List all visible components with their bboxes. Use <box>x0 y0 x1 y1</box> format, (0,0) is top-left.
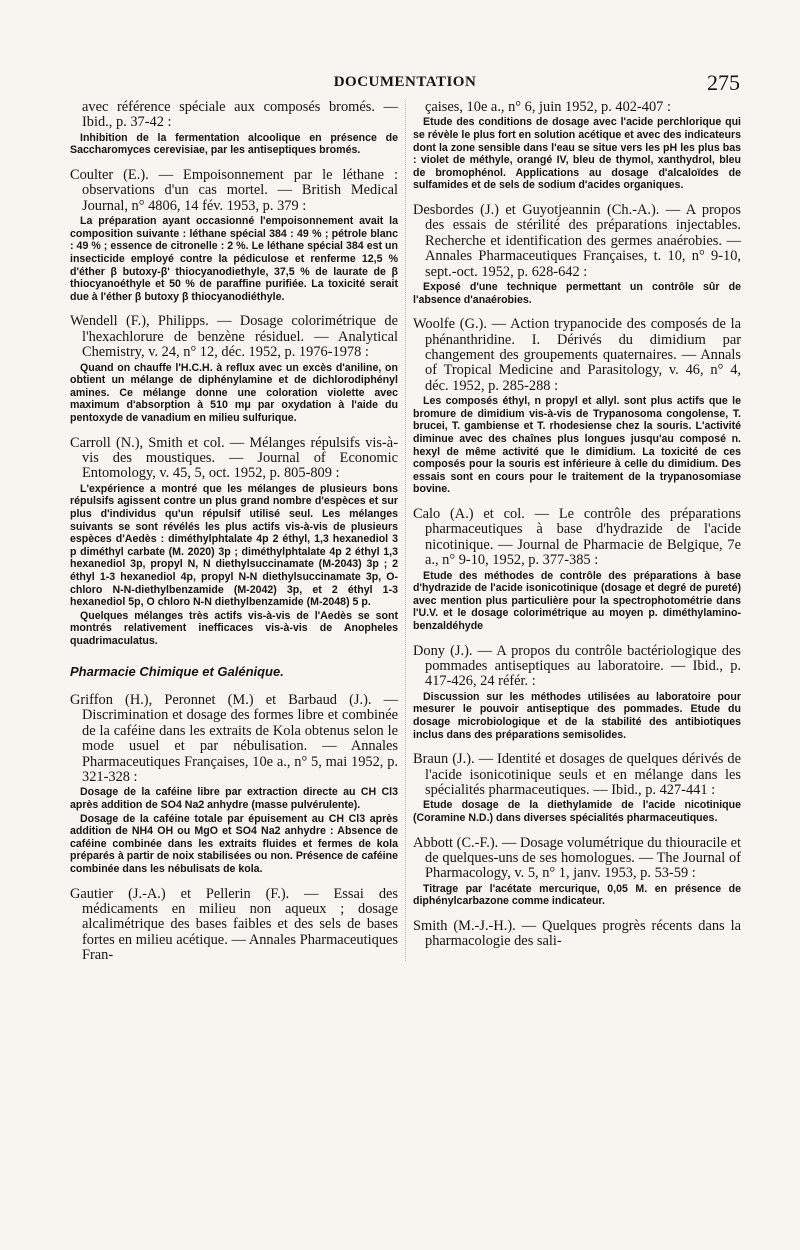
bibliography-entry <box>70 314 398 424</box>
citation: Braun (J.). — Identité et dosages de quelques dérivés de l'acide isonicotinique seuls et en mélange dans les spécialités pharmaceutiques. — Ibid., p. 427-441 : <box>413 751 741 798</box>
citation: Desbordes (J.) et Guyotjeannin (Ch.-A.). — A propos des essais de stérilité des préparations injectables. Recherche et identification des germes anaérobies. — Annales Pharmaceutiques Françaises, t. 10, n° 9-10, sept.-oct. 1952, p. 628-642 : <box>413 201 741 280</box>
abstract: Exposé d'une technique permettant un contrôle sûr de l'absence d'anaérobies. <box>413 281 741 306</box>
citation: Griffon (H.), Peronnet (M.) et Barbaud (J.). — Discrimination et dosage des formes libre et combinée de la caféine dans les extraits de Kola obtenus selon le mode usuel et par nébulisation. — Annales Pharmaceutiques Françaises, 10e a., n° 5, mai 1952, p. 321-328 : <box>70 691 398 785</box>
citation: Carroll (N.), Smith et col. — Mélanges répulsifs vis-à-vis des moustiques. — Journal of Economic Entomology, v. 45, 5, oct. 1952, p. 805-809 : <box>70 434 398 482</box>
citation: Smith (M.-J.-H.). — Quelques progrès récents dans la pharmacologie des sali- <box>413 917 741 950</box>
bibliography-entry <box>413 836 741 908</box>
abstract: Titrage par l'acétate mercurique, 0,05 M. en présence de diphénylcarbazone comme indicateur. <box>413 882 741 908</box>
section-heading: Pharmacie Chimique et Galénique. <box>70 663 284 679</box>
bibliography-entry <box>413 317 741 496</box>
bibliography-entry <box>413 752 741 824</box>
abstract: Etude des conditions de dosage avec l'acide perchlorique qui se révèle le plus fort en solution acétique et avec des indicateurs dont la zone sensible dans l'eau se situe vers les pH les plus bas : violet de méthyle, orangé IV, bleu de thymol, xanthydrol, bleu de bromophénol. Applications au dosage d'alcaloïdes de sulfamides et de sels de sodium d'acides organiques. <box>413 116 741 192</box>
citation-continuation: çaises, 10e a., n° 6, juin 1952, p. 402-407 : <box>425 99 671 115</box>
abstract: Quelques mélanges très actifs vis-à-vis de l'Aedès se sont montrés relativement inefficaces vis-à-vis de Anopheles quadrimaculatus. <box>70 609 398 647</box>
abstract: Etude dosage de la diethylamide de l'acide nicotinique (Coramine N.D.) dans diverses spécialités pharmaceutiques. <box>413 799 741 824</box>
continued-entry <box>70 100 398 157</box>
citation: Woolfe (G.). — Action trypanocide des composés de la phénanthridine. I. Dérivés du dimidium par changement des groupements quaternaires. — Annals of Tropical Medicine and Parasitology, v. 46, n° 4, déc. 1952, p. 285-288 : <box>413 316 741 394</box>
citation: Coulter (E.). — Empoisonnement par le léthane : observations d'un cas mortel. — British Medical Journal, n° 4806, 14 fév. 1953, p. 379 : <box>70 167 398 214</box>
citation: Dony (J.). — A propos du contrôle bactériologique des pommades antiseptiques au laboratoire. — Ibid., p. 417-426, 24 référ. : <box>413 642 741 690</box>
bibliography-entry <box>413 919 741 950</box>
abstract: La préparation ayant occasionné l'empoisonnement avait la composition suivante : léthane spécial 384 : 49 % ; pétrole blanc : 49 % ; essence de citronelle : 2 %. Le léthane spécial 384 est un insecticide employé contre la pédiculose et renferme 12,5 % d'éther β butoxy-β' thiocyanodiethyle, 37,5 % de laurate de β thiocyanoéthyle et 50 % de paraffine purifiée. La toxicité serait due à l'éther β butoxy β thiocyanodiéthyle. <box>70 215 398 303</box>
citation: Wendell (F.), Philipps. — Dosage colorimétrique de l'hexachlorure de benzène résiduel. — Analytical Chemistry, v. 24, n° 12, déc. 1952, p. 1976-1978 : <box>70 313 398 361</box>
citation: Abbott (C.-F.). — Dosage volumétrique du thiouracile et de quelques-uns de ses homologues. — The Journal of Pharmacology, v. 5, n° 1, janv. 1953, p. 53-59 : <box>413 834 741 882</box>
abstract: L'expérience a montré que les mélanges de plusieurs bons répulsifs agissent contre un plus grand nombre d'espèces et sur plus d'individus qu'un répulsif utilisé seul. Les mélanges suivants se sont révélés les plus actifs vis-à-vis de plusieurs espèces d'Aedès : diméthylphtalate 4p 2 éthyl, 1,3 hexanediol 3 p diméthyl carbate (M. 2020) 3p ; diméthylphtalate 4p 2 éthyl 1,3 hexanediol 3p, propyl N, N diethylsuccinamate (M-2043) 3p ; 2 éthyl 1-3 hexanediol 4p, propyl N-N diethylsuccinamate 3p, O-chloro N-N-diethylbenzamide (M-2042) 3p, et 2 éthyl 1-3 hexanediol 5p, O chloro N-N diethylbenzamide (M-2048) 5 p. <box>70 482 398 609</box>
page-number: 275 <box>707 70 740 95</box>
bibliography-entry <box>413 644 741 742</box>
abstract: Discussion sur les méthodes utilisées au laboratoire pour mesurer le pouvoir antiseptique des pommades. Etude du dosage microbiologique et de la stabilité des antibiotiques inclus dans des préparations semisolides. <box>413 690 741 741</box>
bibliography-entry <box>413 203 741 306</box>
abstract: Dosage de la caféine totale par épuisement au CH Cl3 après addition de NH4 OH ou MgO et SO4 Na2 anhydre : Absence de caféine combinée dans les extraits fluides et fermes de kola préparés à partir de noix stabilisées ou non. Présence de caféine combinée dans les nébulisats de kola. <box>70 812 398 875</box>
page-header <box>70 70 740 100</box>
abstract: Etude des méthodes de contrôle des préparations à base d'hydrazide de l'acide isonicotinique (dosage et degré de pureté) avec mention plus particulière pour la spectrophotométrie dans l'U.V. et le dosage colorimétrique au moyen p. diméthylamino-benzaldéhyde <box>413 569 741 632</box>
continued-entry <box>413 100 741 192</box>
bibliography-entry <box>70 436 398 648</box>
bibliography-entry <box>70 693 398 876</box>
bibliography-entry <box>70 887 398 964</box>
abstract: Inhibition de la fermentation alcoolique en présence de Saccharomyces cerevisiae, par les antiseptiques bromés. <box>70 131 398 157</box>
citation-continuation: avec référence spéciale aux composés bromés. — Ibid., p. 37-42 : <box>82 99 398 131</box>
citation: Calo (A.) et col. — Le contrôle des préparations pharmaceutiques à base d'hydrazide de l'acide nicotinique. — Journal de Pharmacie de Belgique, 7e a., n° 9-10, 1952, p. 377-385 : <box>413 505 741 569</box>
abstract: Dosage de la caféine libre par extraction directe au CH Cl3 après addition de SO4 Na2 anhydre (masse pulvérulente). <box>70 786 398 811</box>
bibliography-entry <box>413 507 741 633</box>
abstract: Quand on chauffe l'H.C.H. à reflux avec un excès d'aniline, on obtient un mélange de diphénylamine et de dichlorodiphényl amines. Ce mélange donne une coloration violette avec maximum d'absorption à 510 mμ par oxydation à l'aide du pentoxyde de vanadium en milieu sulfurique. <box>70 361 398 424</box>
bibliography-entry <box>70 168 398 303</box>
citation: Gautier (J.-A.) et Pellerin (F.). — Essai des médicaments en milieu non aqueux ; dosage alcalimétrique des bases faibles et des sels de bases fortes en milieu acétique. — Annales Pharmaceutiques Fran- <box>70 885 398 964</box>
left-column <box>70 100 398 975</box>
abstract: Les composés éthyl, n propyl et allyl. sont plus actifs que le bromure de dimidium vis-à-vis de Trypanosoma congolense, T. brucei, T. gambiense et T. rhodesiense chez la souris. L'activité diminue avec des chaînes plus longues jusqu'au composé n. hexyl de même activité que le dimidium. La toxicité de ces composés pour la souris est inférieure à celle du dimidium. Des essais sont en cours pour le traitement de la trypanosomiase bovine. <box>413 395 741 496</box>
right-column <box>413 100 741 961</box>
running-title: DOCUMENTATION <box>333 74 477 90</box>
